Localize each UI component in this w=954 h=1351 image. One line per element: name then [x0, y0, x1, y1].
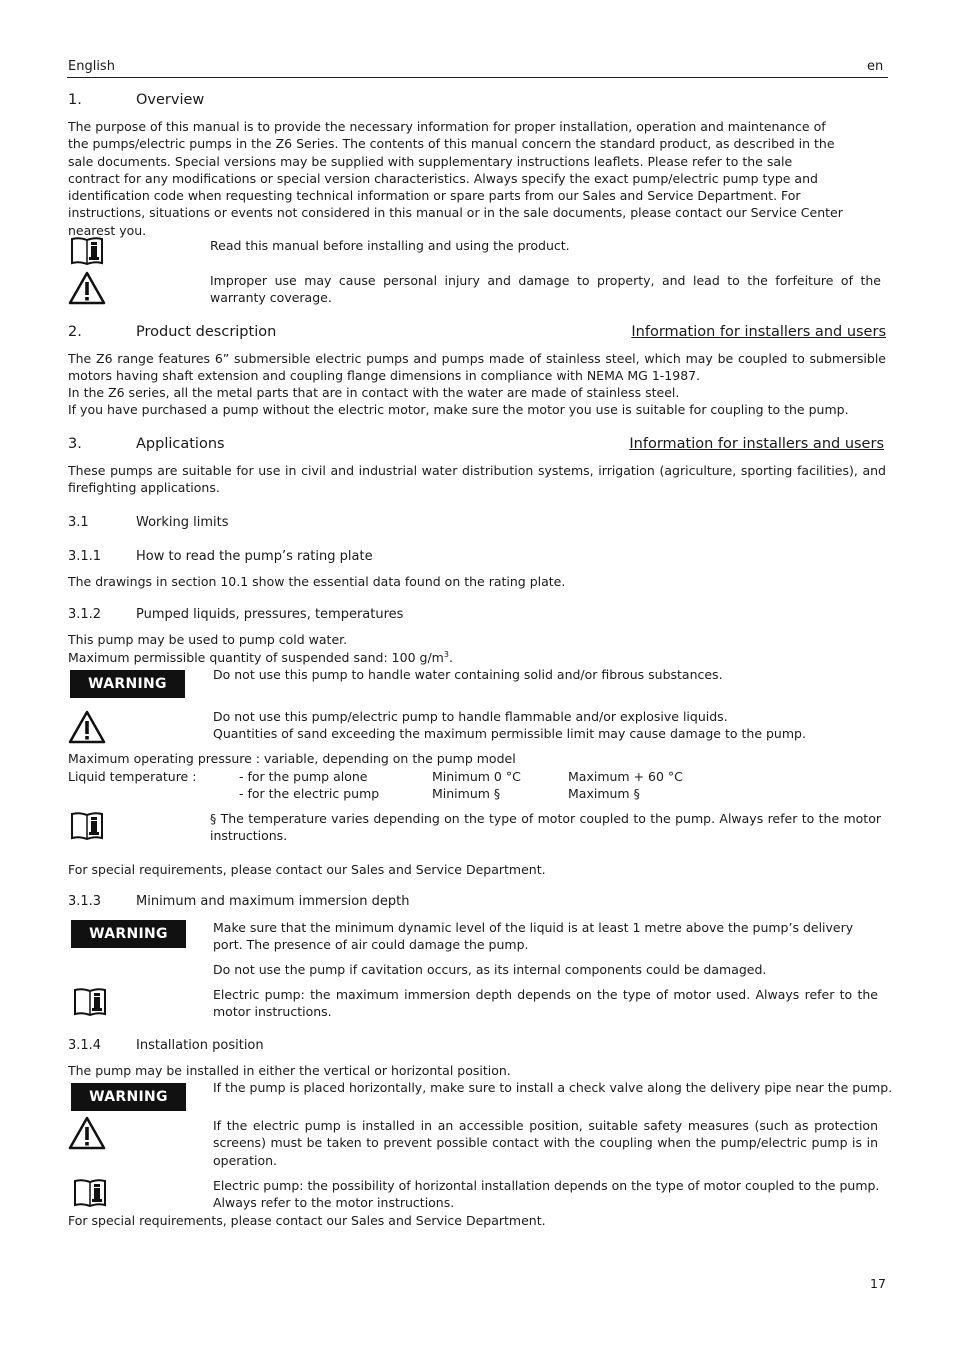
subsection-number: 3.1.3: [68, 894, 102, 909]
manual-info-icon: [73, 1178, 107, 1208]
temperature-row-max: Maximum + 60 °C: [568, 769, 683, 784]
temperature-label: Liquid temperature :: [68, 769, 197, 784]
liquids-warning-text: Do not use this pump to handle water containing solid and/or fibrous substances.: [213, 667, 723, 682]
liquids-danger-2: Quantities of sand exceeding the maximum permissible limit may cause damage to the pump.: [213, 726, 806, 741]
liquids-line-2: Maximum permissible quantity of suspended sand: 100 $g/m^3$.: [68, 649, 453, 665]
subsection-number: 3.1.4: [68, 1038, 102, 1053]
section-title: Overview: [136, 92, 205, 108]
position-warning: If the pump is placed horizontally, make sure to install a check valve along the delivery pipe near the pump.: [213, 1080, 893, 1095]
subsection-number: 3.1.1: [68, 549, 102, 564]
section-number: 3.: [68, 436, 82, 452]
warning-triangle-icon: [68, 709, 106, 745]
rating-body: The drawings in section 10.1 show the essential data found on the rating plate.: [68, 574, 566, 589]
position-danger: If the electric pump is installed in an accessible position, suitable safety measures (such as protection screens) must be taken to prevent possible contact with the coupling when the pump/electric pump is in operation.: [213, 1118, 878, 1168]
section-number: 1.: [68, 92, 82, 108]
depth-warning-1: Make sure that the minimum dynamic level of the liquid is at least 1 metre above the pump’s delivery port. The presence of air could damage the pump.: [213, 920, 854, 953]
subsection-title: Working limits: [136, 515, 229, 530]
depth-note: Electric pump: the maximum immersion depth depends on the type of motor used. Always refer to the motor instructions.: [213, 987, 878, 1020]
subsection-title: How to read the pump’s rating plate: [136, 549, 373, 564]
subsection-number: 3.1.2: [68, 607, 102, 622]
applications-body: These pumps are suitable for use in civil and industrial water distribution systems, irrigation (agriculture, sporting facilities), and firefighting applications.: [68, 463, 886, 496]
subsection-title: Installation position: [136, 1038, 264, 1053]
section-title: Applications: [136, 436, 225, 452]
pressure-text: Maximum operating pressure : variable, depending on the pump model: [68, 751, 516, 766]
overview-body: The purpose of this manual is to provide the necessary information for proper installation, operation and maintenance of the pumps/electric pumps in the Z6 Series. The contents of this manual concern the standard product, as described in the sale documents. Special versions may be supplied with supplementary instructions leaflets. Please refer to the sale contract for any modifications or special version characteristics. Always specify the exact pump/electric pump type and identification code when requesting technical information or spare parts from our Sales and Service Department. For instructions, situations or events not considered in this manual or in the sale documents, please contact our Service Center nearest you.: [68, 119, 843, 238]
page-number: 17: [870, 1276, 886, 1291]
temperature-row-label: - for the pump alone: [239, 769, 368, 784]
manual-info-icon: [70, 811, 104, 841]
depth-warning-2: Do not use the pump if cavitation occurs, as its internal components could be damaged.: [213, 962, 767, 977]
warning-triangle-icon: [68, 270, 106, 306]
warning-triangle-icon: [68, 1115, 106, 1151]
temperature-row-label: - for the electric pump: [239, 786, 380, 801]
header-language-code: en: [867, 59, 884, 74]
position-note: Electric pump: the possibility of horizontal installation depends on the type of motor coupled to the pump. Always refer to the motor instructions.: [213, 1178, 880, 1211]
temperature-row-min: Minimum 0 °C: [432, 769, 521, 784]
temperature-note: § The temperature varies depending on the type of motor coupled to the pump. Always refer to the motor instructions.: [210, 811, 881, 844]
liquids-line-1: This pump may be used to pump cold water.: [68, 632, 348, 647]
note-read-manual: Read this manual before installing and using the product.: [210, 238, 570, 253]
section-number: 2.: [68, 324, 82, 340]
section-title: Product description: [136, 324, 277, 340]
product-body-1: The Z6 range features 6” submersible electric pumps and pumps made of stainless steel, which may be coupled to submersible motors having shaft extension and coupling flange dimensions in compliance with NEMA MG 1-1987.: [68, 351, 886, 384]
product-body-3: If you have purchased a pump without the electric motor, make sure the motor you use is suitable for coupling to the pump.: [68, 402, 849, 417]
special-requirements: For special requirements, please contact our Sales and Service Department.: [68, 1213, 546, 1228]
liquids-danger-1: Do not use this pump/electric pump to handle flammable and/or explosive liquids.: [213, 709, 728, 724]
warning-badge: WARNING: [71, 920, 186, 948]
manual-info-icon: [70, 236, 104, 266]
subsection-title: Pumped liquids, pressures, temperatures: [136, 607, 404, 622]
warning-badge: WARNING: [70, 670, 185, 698]
subsection-number: 3.1: [68, 515, 89, 530]
temperature-row-max: Maximum §: [568, 786, 640, 801]
audience-label: Information for installers and users: [629, 436, 884, 452]
header-rule: [67, 77, 888, 78]
product-body-2: In the Z6 series, all the metal parts that are in contact with the water are made of stainless steel.: [68, 385, 680, 400]
special-requirements: For special requirements, please contact our Sales and Service Department.: [68, 862, 546, 877]
manual-info-icon: [73, 987, 107, 1017]
note-improper-use: Improper use may cause personal injury and damage to property, and lead to the forfeiture of the warranty coverage.: [210, 273, 881, 306]
header-language: English: [68, 59, 115, 74]
subsection-title: Minimum and maximum immersion depth: [136, 894, 410, 909]
audience-label: Information for installers and users: [631, 324, 886, 340]
temperature-row-min: Minimum §: [432, 786, 501, 801]
warning-badge: WARNING: [71, 1083, 186, 1111]
position-line-1: The pump may be installed in either the vertical or horizontal position.: [68, 1063, 511, 1078]
